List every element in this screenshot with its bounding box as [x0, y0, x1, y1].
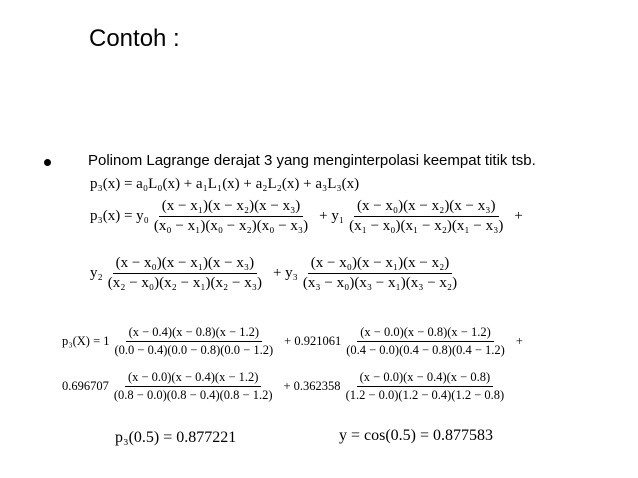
general-coef-3: + y₃: [272, 265, 298, 281]
general-term-1: [346, 198, 506, 235]
general-term-2: [105, 255, 265, 292]
general-term-3-denominator: (x₃ − x₀)(x₃ − x₁)(x₃ − x₂): [302, 275, 458, 291]
numeric-term-3: [343, 370, 508, 403]
numeric-term-1-numerator: (x − 0.0)(x − 0.8)(x − 1.2): [357, 325, 494, 342]
numeric-term-0-denominator: (0.0 − 0.4)(0.0 − 0.8)(0.0 − 1.2): [114, 343, 274, 357]
general-term-0-denominator: (x₀ − x₁)(x₀ − x₂)(x₀ − x₃): [153, 218, 309, 234]
bullet-text: Polinom Lagrange derajat 3 yang menginterpolasi keempat titik tsb.: [88, 152, 536, 169]
numeric-term-1: [343, 325, 508, 358]
numeric-formula-row-2: [62, 370, 509, 403]
general-term-0: [151, 198, 311, 235]
numeric-term-3-denominator: (1.2 − 0.0)(1.2 − 0.4)(1.2 − 0.8): [345, 388, 505, 402]
numeric-term-0: [112, 325, 277, 358]
general-term-1-denominator: (x₁ − x₀)(x₁ − x₂)(x₁ − x₃): [349, 218, 504, 234]
general-lhs: p₃(x) = y₀: [90, 208, 149, 224]
slide-title: Contoh :: [89, 25, 180, 52]
numeric-term-2-numerator: (x − 0.0)(x − 0.4)(x − 1.2): [125, 370, 262, 387]
general-term-3-numerator: (x − x₀)(x − x₁)(x − x₂): [308, 255, 453, 274]
bullet-dot-icon: [44, 159, 51, 166]
numeric-term-2-denominator: (0.8 − 0.0)(0.8 − 0.4)(0.8 − 1.2): [113, 388, 273, 402]
numeric-term-1-denominator: (0.4 − 0.0)(0.4 − 0.8)(0.4 − 1.2): [346, 343, 505, 357]
lagrange-form-equation: p₃(x) = a₀L₀(x) + a₁L₁(x) + a₂L₂(x) + a₃L₃(x): [90, 176, 360, 192]
result-exact-value: y = cos(0.5) = 0.877583: [339, 427, 494, 444]
numeric-trailing-plus: +: [515, 334, 523, 348]
numeric-formula-row-1: [62, 325, 523, 358]
general-term-2-numerator: (x − x₀)(x − x₁)(x − x₃): [113, 255, 258, 274]
general-formula-row-1: [90, 198, 523, 235]
general-term-1-numerator: (x − x₀)(x − x₂)(x − x₃): [354, 198, 499, 217]
result-interpolated-value: p₃(0.5) = 0.877221: [115, 429, 237, 446]
numeric-coef-1: + 0.921061: [284, 334, 342, 348]
general-trailing-plus: +: [514, 208, 523, 224]
general-term-3: [300, 255, 460, 292]
general-formula-row-2: [90, 255, 462, 292]
numeric-term-0-numerator: (x − 0.4)(x − 0.8)(x − 1.2): [126, 325, 263, 342]
general-coef-2: y₂: [90, 265, 103, 281]
general-term-0-numerator: (x − x₁)(x − x₂)(x − x₃): [159, 198, 304, 217]
general-coef-1: + y₁: [319, 208, 345, 224]
general-term-2-denominator: (x₂ − x₀)(x₂ − x₁)(x₂ − x₃): [107, 275, 262, 291]
numeric-term-3-numerator: (x − 0.0)(x − 0.4)(x − 0.8): [357, 370, 494, 387]
numeric-coef-3: + 0.362358: [283, 379, 341, 393]
numeric-coef-2: 0.696707: [62, 379, 109, 393]
numeric-term-2: [111, 370, 276, 403]
numeric-lhs: p₃(X) = 1: [62, 334, 110, 348]
